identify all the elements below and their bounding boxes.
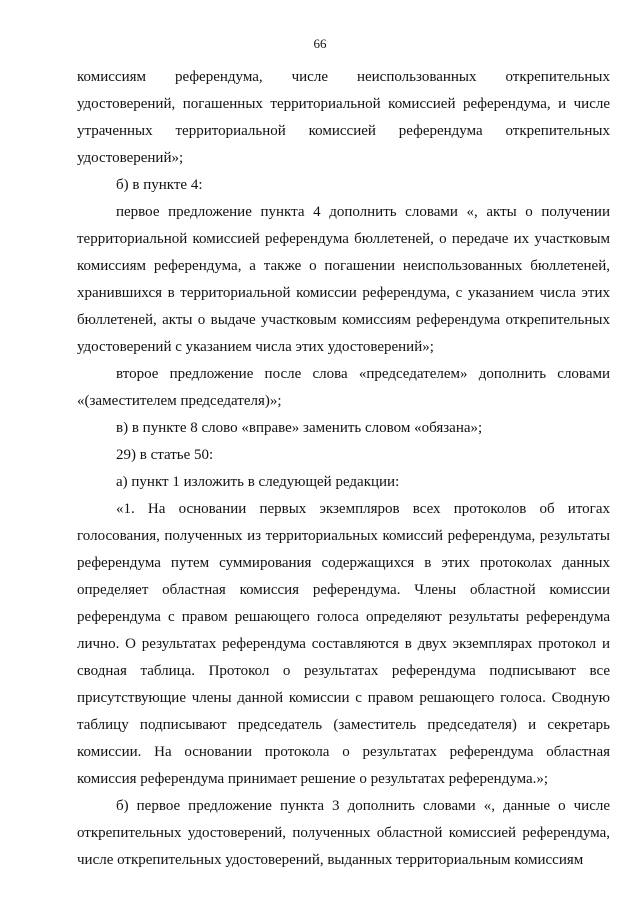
- paragraph: б) в пункте 4:: [116, 177, 203, 193]
- paragraph: а) пункт 1 изложить в следующей редакции:: [116, 474, 400, 490]
- paragraph: б) первое предложение пункта 3 дополнить словами «, данные о числе открепительных удостоверений, полученных областной комиссией референдума, числе открепительных удостоверений, выданных территориальным комиссиям: [77, 798, 610, 868]
- paragraph: первое предложение пункта 4 дополнить словами «, акты о получении территориальной комиссией референдума бюллетеней, о передаче их участковым комиссиям референдума, а также о погашении неиспользованных бюллетеней, хранившихся в территориальной комиссии референдума, с указанием числа этих бюллетеней, акты о выдаче участковым комиссиям референдума открепительных удостоверений с указанием числа этих удостоверений»;: [77, 204, 610, 355]
- paragraph: второе предложение после слова «председателем» дополнить словами «(заместителем председателя)»;: [77, 366, 610, 409]
- paragraph: 29) в статье 50:: [116, 447, 214, 463]
- page-number: 66: [313, 36, 327, 51]
- paragraph: комиссиям референдума, числе неиспользованных открепительных удостоверений, погашенных территориальной комиссией референдума, и числе утраченных территориальной комиссией референдума открепительных удостоверений»;: [77, 69, 610, 166]
- paragraph: в) в пункте 8 слово «вправе» заменить словом «обязана»;: [116, 420, 483, 436]
- paragraph: «1. На основании первых экземпляров всех протоколов об итогах голосования, полученных из территориальных комиссий референдума, результаты референдума путем суммирования содержащихся в этих протоколах данных определяет областная комиссия референдума. Члены областной комиссии референдума с правом решающего голоса определяют результаты референдума лично. О результатах референдума составляются в двух экземплярах протокол и сводная таблица. Протокол о результатах референдума подписывают все присутствующие члены данной комиссии с правом решающего голоса. Сводную таблицу подписывают председатель (заместитель председателя) и секретарь комиссии. На основании протокола о результатах референдума областная комиссия референдума принимает решение о результатах референдума.»;: [77, 501, 610, 787]
- document-body: [77, 64, 610, 874]
